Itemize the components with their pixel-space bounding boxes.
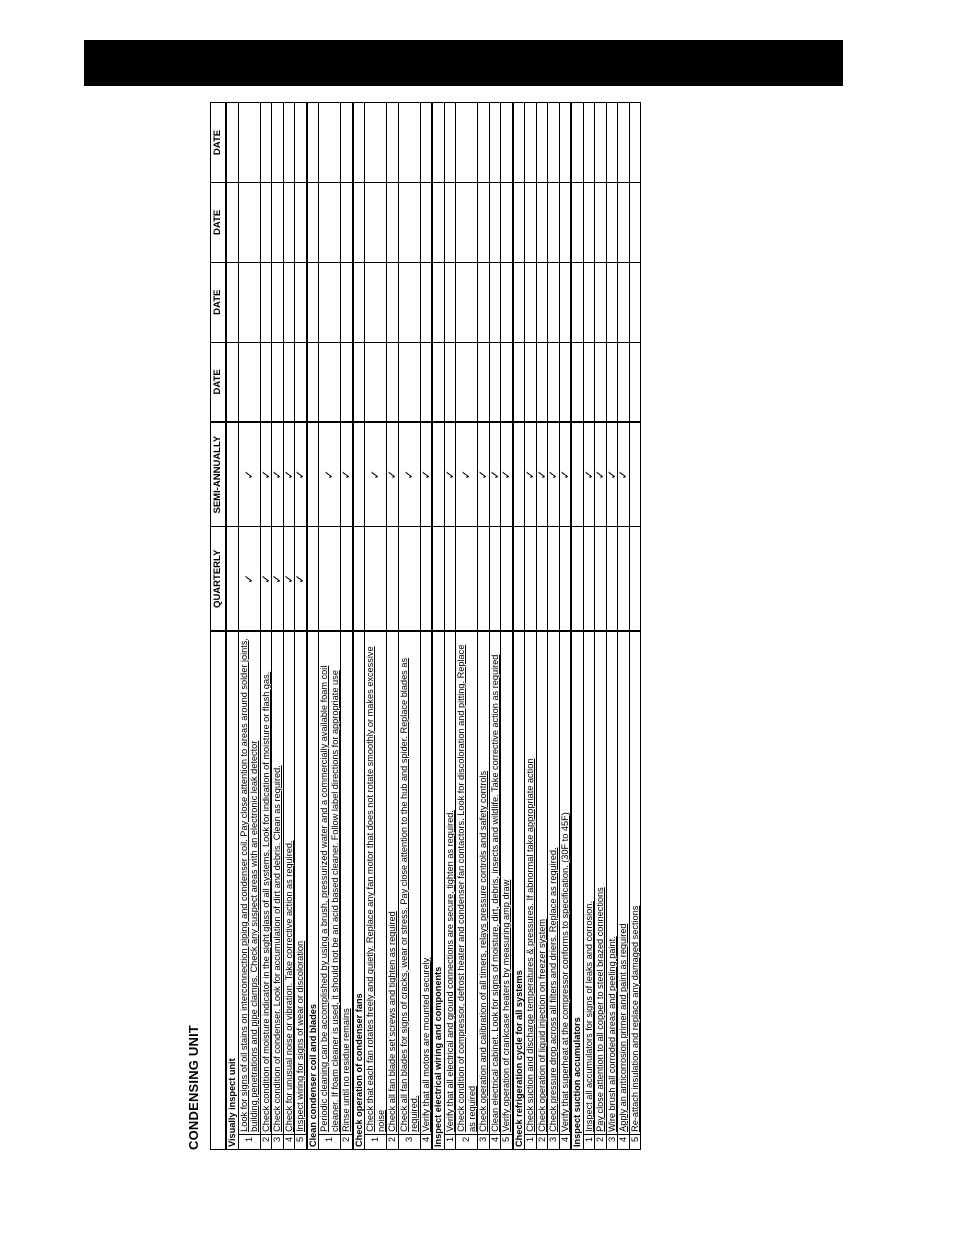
date-cell[interactable] xyxy=(432,262,444,342)
section-row xyxy=(513,103,525,1150)
item-number: 1 xyxy=(444,1134,456,1149)
section-row xyxy=(307,103,319,1150)
checklist-item-row xyxy=(548,103,560,1150)
quarterly-check-cell xyxy=(398,527,420,632)
item-description: Check condition of compressor, defrost heater and condenser fan contactors. Look for discoloration and pitting. Replace as required xyxy=(456,631,478,1134)
date-cell[interactable] xyxy=(548,262,560,342)
date-cell[interactable] xyxy=(353,342,365,422)
checklist-item-row xyxy=(319,103,341,1150)
semi-annually-check-cell xyxy=(341,422,353,527)
checklist-item-row xyxy=(420,103,432,1150)
section-title: Inspect suction accumulators xyxy=(571,631,583,1149)
date-cell[interactable] xyxy=(398,182,420,262)
item-description: Verify that all electrical and ground connections are secure, tighten as required. xyxy=(444,631,456,1134)
date-cell[interactable] xyxy=(595,182,607,262)
check-mark-icon: ✓ xyxy=(368,469,383,480)
quarterly-check-cell xyxy=(501,527,513,632)
date-cell[interactable] xyxy=(571,103,583,183)
section-row xyxy=(353,103,365,1150)
date-cell[interactable] xyxy=(387,342,399,422)
item-number: 4 xyxy=(618,1134,630,1149)
date-cell[interactable] xyxy=(341,262,353,342)
item-description: Re-attach insulation and replace any damaged sections xyxy=(629,631,641,1134)
quarterly-cell xyxy=(571,527,583,632)
section-row xyxy=(432,103,444,1150)
date-cell[interactable] xyxy=(444,262,456,342)
check-mark-icon: ✓ xyxy=(270,573,284,584)
quarterly-check-cell xyxy=(387,527,399,632)
check-mark-icon: ✓ xyxy=(293,573,307,584)
check-mark-icon: ✓ xyxy=(593,469,607,480)
section-title: Visually inspect unit xyxy=(226,631,238,1149)
header-row xyxy=(211,103,227,1150)
quarterly-check-cell xyxy=(548,527,560,632)
semi-annually-header: SEMI-ANNUALLY xyxy=(211,422,227,527)
date-cell[interactable] xyxy=(513,262,525,342)
date-cell[interactable] xyxy=(238,182,260,262)
date-header: DATE xyxy=(211,103,227,183)
semi-annually-check-cell xyxy=(238,422,260,527)
date-cell[interactable] xyxy=(365,182,387,262)
item-number: 3 xyxy=(478,1134,490,1149)
date-cell[interactable] xyxy=(420,342,432,422)
quarterly-cell xyxy=(432,527,444,632)
section-title: Clean condenser coil and blades xyxy=(307,631,319,1149)
date-cell[interactable] xyxy=(353,262,365,342)
date-cell[interactable] xyxy=(525,342,537,422)
date-cell[interactable] xyxy=(365,342,387,422)
quarterly-check-cell xyxy=(583,527,595,632)
checklist-item-row xyxy=(444,103,456,1150)
item-description: Verify that all motors are mounted securely xyxy=(420,631,432,1134)
semi-annually-check-cell xyxy=(420,422,432,527)
quarterly-cell xyxy=(353,527,365,632)
date-cell[interactable] xyxy=(456,262,478,342)
date-cell[interactable] xyxy=(319,262,341,342)
date-cell[interactable] xyxy=(595,262,607,342)
date-cell[interactable] xyxy=(536,262,548,342)
quarterly-check-cell xyxy=(595,527,607,632)
item-description: Inspect wiring for signs of wear or discoloration xyxy=(295,631,307,1134)
item-description: Check suction and discharge temperatures & pressures. If abnormal take appropriate action xyxy=(525,631,537,1134)
date-cell[interactable] xyxy=(489,182,501,262)
date-cell[interactable] xyxy=(571,342,583,422)
date-cell[interactable] xyxy=(444,182,456,262)
item-description: Periodic cleaning can be accomplished by using a brush, pressurized water and a commercially available foam coil cleaner. If foam cleaner is used, it should not be an acid based cleaner. Follow label directions for appropriate use xyxy=(319,631,341,1134)
date-cell[interactable] xyxy=(353,103,365,183)
date-cell[interactable] xyxy=(629,262,641,342)
header-blank xyxy=(211,631,227,1149)
item-description: Check that each fan rotates freely and quietly. Replace any fan motor that does not rotate smoothly or makes excessive noise xyxy=(365,631,387,1134)
date-cell[interactable] xyxy=(420,182,432,262)
date-cell[interactable] xyxy=(489,342,501,422)
quarterly-check-cell xyxy=(365,527,387,632)
check-mark-icon: ✓ xyxy=(258,573,273,584)
date-cell[interactable] xyxy=(387,182,399,262)
date-cell[interactable] xyxy=(444,342,456,422)
check-mark-icon: ✓ xyxy=(534,469,549,480)
date-cell[interactable] xyxy=(548,342,560,422)
semi-annually-check-cell xyxy=(398,422,420,527)
section-title: Check refrigeration cycle for all systems xyxy=(513,631,525,1149)
check-mark-icon: ✓ xyxy=(281,573,296,584)
item-description: Apply an anticorrosion primer and paint as required xyxy=(618,631,630,1134)
quarterly-check-cell xyxy=(341,527,353,632)
item-number: 4 xyxy=(283,1134,295,1149)
quarterly-check-cell xyxy=(489,527,501,632)
quarterly-check-cell xyxy=(536,527,548,632)
quarterly-check-cell xyxy=(319,527,341,632)
date-cell[interactable] xyxy=(226,103,238,183)
date-cell[interactable] xyxy=(295,182,307,262)
checklist-item-row xyxy=(295,103,307,1150)
date-cell[interactable] xyxy=(398,262,420,342)
item-description: Verify that superheat at the compressor conforms to specification. (30F to 45F) xyxy=(559,631,571,1134)
item-description: Check operation of liquid injection on freezer system xyxy=(536,631,548,1134)
date-cell[interactable] xyxy=(272,182,284,262)
item-description: Check all fan blade set screws and tighten as required xyxy=(387,631,399,1134)
date-cell[interactable] xyxy=(525,103,537,183)
date-cell[interactable] xyxy=(478,342,490,422)
date-cell[interactable] xyxy=(629,342,641,422)
checklist-item-row xyxy=(559,103,571,1150)
date-cell[interactable] xyxy=(283,182,295,262)
item-number: 2 xyxy=(260,1134,272,1149)
date-cell[interactable] xyxy=(559,103,571,183)
date-cell[interactable] xyxy=(606,342,618,422)
checklist-item-row xyxy=(606,103,618,1150)
date-cell[interactable] xyxy=(606,182,618,262)
item-description: Clean electrical cabinet. Look for signs of moisture, dirt, debris, insects and wildlife. Take corrective action as required xyxy=(489,631,501,1134)
item-number: 2 xyxy=(387,1134,399,1149)
date-cell[interactable] xyxy=(341,103,353,183)
item-number: 3 xyxy=(398,1134,420,1149)
item-description: Check operation and calibration of all timers, relays pressure controls and safety controls xyxy=(478,631,490,1134)
check-mark-icon: ✓ xyxy=(499,469,513,480)
date-cell[interactable] xyxy=(295,342,307,422)
semi-annually-check-cell xyxy=(629,422,641,527)
checklist-item-row xyxy=(595,103,607,1150)
item-number: 2 xyxy=(595,1134,607,1149)
check-mark-icon: ✓ xyxy=(581,469,596,480)
date-cell[interactable] xyxy=(307,182,319,262)
date-cell[interactable] xyxy=(595,103,607,183)
date-cell[interactable] xyxy=(525,182,537,262)
date-cell[interactable] xyxy=(260,342,272,422)
item-description: Check for unusual noise or vibration. Take corrective action as required. xyxy=(283,631,295,1134)
date-cell[interactable] xyxy=(501,182,513,262)
section-title: Inspect electrical wiring and components xyxy=(432,631,444,1149)
date-cell[interactable] xyxy=(226,342,238,422)
date-cell[interactable] xyxy=(226,262,238,342)
date-cell[interactable] xyxy=(456,182,478,262)
check-mark-icon: ✓ xyxy=(281,469,296,480)
date-cell[interactable] xyxy=(513,342,525,422)
item-description: Check condition of condenser. Look for accumulation of dirt and debris. Clean as required. xyxy=(272,631,284,1134)
check-mark-icon: ✓ xyxy=(604,469,619,480)
date-cell[interactable] xyxy=(319,103,341,183)
date-cell[interactable] xyxy=(618,262,630,342)
section-title: Check operation of condenser fans xyxy=(353,631,365,1149)
date-cell[interactable] xyxy=(501,103,513,183)
date-cell[interactable] xyxy=(272,262,284,342)
item-description: Look for signs of oil stains on interconnection piping and condenser coil. Pay close attention to areas around solder joints, building penetrations and pipe clamps. Check any suspect areas with an electronic leak detector xyxy=(238,631,260,1134)
item-number: 3 xyxy=(606,1134,618,1149)
section-row xyxy=(571,103,583,1150)
semi-annually-check-cell xyxy=(365,422,387,527)
item-number: 5 xyxy=(629,1134,641,1149)
date-cell[interactable] xyxy=(536,182,548,262)
checklist-item-row xyxy=(478,103,490,1150)
date-cell[interactable] xyxy=(571,182,583,262)
date-header: DATE xyxy=(211,182,227,262)
date-cell[interactable] xyxy=(283,342,295,422)
date-cell[interactable] xyxy=(420,262,432,342)
item-description: Rinse until no residue remains xyxy=(341,631,353,1134)
date-cell[interactable] xyxy=(525,262,537,342)
check-mark-icon: ✓ xyxy=(442,469,457,480)
check-mark-icon: ✓ xyxy=(322,469,337,480)
date-cell[interactable] xyxy=(501,262,513,342)
quarterly-check-cell xyxy=(629,527,641,632)
check-mark-icon: ✓ xyxy=(459,469,474,480)
item-number: 1 xyxy=(319,1134,341,1149)
date-cell[interactable] xyxy=(513,182,525,262)
date-cell[interactable] xyxy=(319,182,341,262)
quarterly-check-cell xyxy=(444,527,456,632)
date-cell[interactable] xyxy=(398,103,420,183)
quarterly-check-cell xyxy=(478,527,490,632)
item-number: 1 xyxy=(365,1134,387,1149)
date-cell[interactable] xyxy=(606,103,618,183)
date-cell[interactable] xyxy=(307,342,319,422)
date-cell[interactable] xyxy=(548,103,560,183)
date-cell[interactable] xyxy=(559,342,571,422)
date-cell[interactable] xyxy=(295,103,307,183)
item-number: 2 xyxy=(341,1134,353,1149)
checklist-item-row xyxy=(489,103,501,1150)
check-mark-icon: ✓ xyxy=(258,469,273,480)
date-cell[interactable] xyxy=(432,182,444,262)
checklist-item-row xyxy=(341,103,353,1150)
date-cell[interactable] xyxy=(583,182,595,262)
date-cell[interactable] xyxy=(559,182,571,262)
item-number: 5 xyxy=(295,1134,307,1149)
quarterly-check-cell xyxy=(295,527,307,632)
date-cell[interactable] xyxy=(260,103,272,183)
checklist-item-row xyxy=(583,103,595,1150)
check-mark-icon: ✓ xyxy=(270,469,284,480)
date-cell[interactable] xyxy=(536,103,548,183)
checklist-item-row xyxy=(260,103,272,1150)
date-cell[interactable] xyxy=(629,103,641,183)
check-mark-icon: ✓ xyxy=(557,469,572,480)
date-cell[interactable] xyxy=(478,182,490,262)
date-cell[interactable] xyxy=(398,342,420,422)
check-mark-icon: ✓ xyxy=(241,469,256,480)
date-cell[interactable] xyxy=(365,103,387,183)
checklist-item-row xyxy=(398,103,420,1150)
date-cell[interactable] xyxy=(432,103,444,183)
check-mark-icon: ✓ xyxy=(546,469,560,480)
item-number: 2 xyxy=(456,1134,478,1149)
check-mark-icon: ✓ xyxy=(385,469,399,480)
section-row xyxy=(226,103,238,1150)
item-number: 4 xyxy=(559,1134,571,1149)
date-cell[interactable] xyxy=(618,103,630,183)
date-cell[interactable] xyxy=(283,103,295,183)
date-cell[interactable] xyxy=(501,342,513,422)
date-cell[interactable] xyxy=(583,342,595,422)
check-mark-icon: ✓ xyxy=(476,469,490,480)
date-cell[interactable] xyxy=(238,262,260,342)
date-cell[interactable] xyxy=(583,262,595,342)
checklist-item-row xyxy=(456,103,478,1150)
item-number: 3 xyxy=(272,1134,284,1149)
date-cell[interactable] xyxy=(387,103,399,183)
date-cell[interactable] xyxy=(595,342,607,422)
check-mark-icon: ✓ xyxy=(401,469,416,480)
date-cell[interactable] xyxy=(536,342,548,422)
date-cell[interactable] xyxy=(489,103,501,183)
date-cell[interactable] xyxy=(571,262,583,342)
semi-annually-cell xyxy=(307,422,319,527)
semi-annually-cell xyxy=(226,422,238,527)
maintenance-checklist-table xyxy=(210,102,641,1150)
item-number: 2 xyxy=(536,1134,548,1149)
item-number: 3 xyxy=(548,1134,560,1149)
check-mark-icon: ✓ xyxy=(418,469,433,480)
date-cell[interactable] xyxy=(559,262,571,342)
semi-annually-cell xyxy=(353,422,365,527)
item-number: 1 xyxy=(525,1134,537,1149)
date-cell[interactable] xyxy=(226,182,238,262)
item-description: Check all fan blades for signs of cracks, wear or stress. Pay close attention to the hub and spider. Replace blades as required. xyxy=(398,631,420,1134)
date-cell[interactable] xyxy=(341,182,353,262)
semi-annually-check-cell xyxy=(559,422,571,527)
quarterly-check-cell xyxy=(420,527,432,632)
item-description: Verify operation of crankcase heaters by measuring amp draw xyxy=(501,631,513,1134)
quarterly-cell xyxy=(513,527,525,632)
date-cell[interactable] xyxy=(353,182,365,262)
item-number: 4 xyxy=(420,1134,432,1149)
checklist-item-row xyxy=(283,103,295,1150)
checklist-item-row xyxy=(501,103,513,1150)
quarterly-check-cell xyxy=(559,527,571,632)
date-cell[interactable] xyxy=(260,182,272,262)
date-header: DATE xyxy=(211,262,227,342)
semi-annually-check-cell xyxy=(295,422,307,527)
semi-annually-check-cell xyxy=(618,422,630,527)
item-description: Inspect all accumulators for signs of leaks and corrosion. xyxy=(583,631,595,1134)
item-description: Pay close attention to all copper to steel brazed connections xyxy=(595,631,607,1134)
date-cell[interactable] xyxy=(489,262,501,342)
check-mark-icon: ✓ xyxy=(241,573,256,584)
quarterly-check-cell xyxy=(618,527,630,632)
date-cell[interactable] xyxy=(444,103,456,183)
semi-annually-check-cell xyxy=(444,422,456,527)
date-cell[interactable] xyxy=(432,342,444,422)
date-cell[interactable] xyxy=(456,103,478,183)
date-cell[interactable] xyxy=(260,262,272,342)
date-cell[interactable] xyxy=(272,342,284,422)
item-number: 1 xyxy=(238,1134,260,1149)
semi-annually-check-cell xyxy=(501,422,513,527)
item-description: Check condition of moisture indicator in the sight glass of all systems. Look for indication of moisture or flash gas. xyxy=(260,631,272,1134)
quarterly-check-cell xyxy=(456,527,478,632)
date-cell[interactable] xyxy=(307,103,319,183)
date-cell[interactable] xyxy=(456,342,478,422)
checklist-item-row xyxy=(365,103,387,1150)
unit-title: CONDENSING UNIT xyxy=(186,1024,201,1150)
date-cell[interactable] xyxy=(238,342,260,422)
date-cell[interactable] xyxy=(272,103,284,183)
date-cell[interactable] xyxy=(606,262,618,342)
checklist-item-row xyxy=(238,103,260,1150)
check-mark-icon: ✓ xyxy=(523,469,537,480)
checklist-item-row xyxy=(629,103,641,1150)
date-cell[interactable] xyxy=(283,262,295,342)
date-cell[interactable] xyxy=(618,342,630,422)
date-cell[interactable] xyxy=(618,182,630,262)
item-description: Check pressure drop across all filters and driers. Replace as required. xyxy=(548,631,560,1134)
rotated-checklist-page xyxy=(180,100,730,1150)
date-header: DATE xyxy=(211,342,227,422)
checklist-item-row xyxy=(536,103,548,1150)
semi-annually-check-cell xyxy=(387,422,399,527)
date-cell[interactable] xyxy=(513,103,525,183)
date-cell[interactable] xyxy=(478,262,490,342)
checklist-item-row xyxy=(525,103,537,1150)
date-cell[interactable] xyxy=(307,262,319,342)
quarterly-check-cell xyxy=(606,527,618,632)
item-description: Wire brush all corroded areas and peeling paint. xyxy=(606,631,618,1134)
date-cell[interactable] xyxy=(387,262,399,342)
check-mark-icon: ✓ xyxy=(293,469,307,480)
check-mark-icon: ✓ xyxy=(339,469,353,480)
date-cell[interactable] xyxy=(319,342,341,422)
item-number: 5 xyxy=(501,1134,513,1149)
date-cell[interactable] xyxy=(420,103,432,183)
check-mark-icon: ✓ xyxy=(487,469,502,480)
date-cell[interactable] xyxy=(341,342,353,422)
semi-annually-check-cell xyxy=(456,422,478,527)
date-cell[interactable] xyxy=(629,182,641,262)
header-bar xyxy=(84,40,843,86)
check-mark-icon: ✓ xyxy=(616,469,630,480)
checklist-item-row xyxy=(387,103,399,1150)
item-number: 1 xyxy=(583,1134,595,1149)
checklist-body xyxy=(226,103,641,1150)
date-cell[interactable] xyxy=(295,262,307,342)
quarterly-check-cell xyxy=(238,527,260,632)
checklist-item-row xyxy=(272,103,284,1150)
checklist-item-row xyxy=(618,103,630,1150)
quarterly-cell xyxy=(226,527,238,632)
item-number: 4 xyxy=(489,1134,501,1149)
quarterly-check-cell xyxy=(525,527,537,632)
date-cell[interactable] xyxy=(548,182,560,262)
quarterly-cell xyxy=(307,527,319,632)
date-cell[interactable] xyxy=(583,103,595,183)
date-cell[interactable] xyxy=(238,103,260,183)
quarterly-header: QUARTERLY xyxy=(211,527,227,632)
semi-annually-check-cell xyxy=(319,422,341,527)
date-cell[interactable] xyxy=(365,262,387,342)
date-cell[interactable] xyxy=(478,103,490,183)
